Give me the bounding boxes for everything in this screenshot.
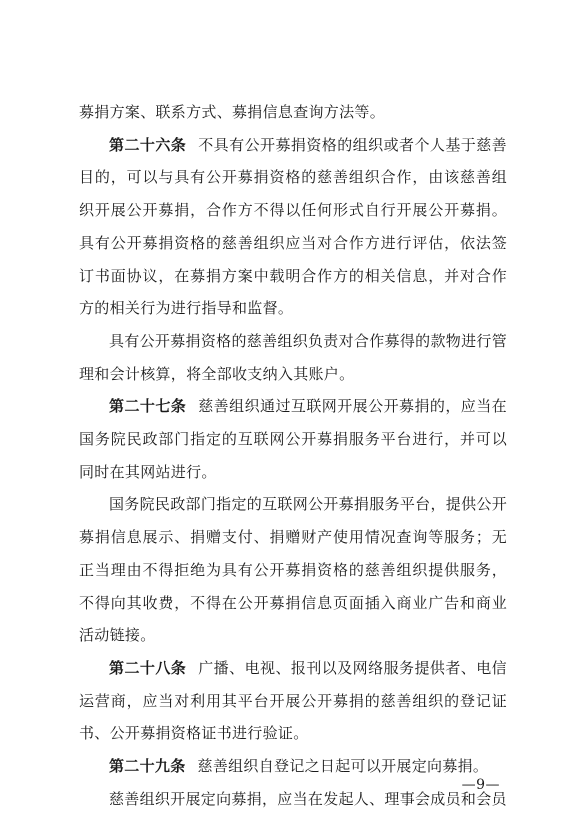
article-number: 第二十七条 [109, 397, 187, 416]
paragraph-article-26 [79, 129, 507, 325]
paragraph-text: 慈善组织自登记之日起可以开展定向募捐。 [197, 757, 489, 776]
article-number: 第二十八条 [109, 658, 187, 677]
paragraph [79, 488, 507, 652]
paragraph-article-28 [79, 652, 507, 750]
article-number: 第二十九条 [109, 757, 186, 776]
paragraph-text: 不具有公开募捐资格的组织或者个人基于慈善目的，可以与具有公开募捐资格的慈善组织合作，由该慈善组织开展公开募捐，合作方不得以任何形式自行开展公开募捐。具有公开募捐资格的慈善组织应当对合作方进行评估，依法签订书面协议，在募捐方案中载明合作方的相关信息，并对合作方的相关行为进行指导和监督。 [79, 135, 507, 318]
paragraph-text: 具有公开募捐资格的慈善组织负责对合作募得的款物进行管理和会计核算，将全部收支纳入其账户。 [79, 331, 507, 383]
paragraph-article-29 [79, 750, 507, 783]
paragraph-text: 慈善组织开展定向募捐，应当在发起人、理事会成员和会员 [109, 789, 507, 808]
paragraph-text: 广播、电视、报刊以及网络服务提供者、电信运营商，应当对利用其平台开展公开募捐的慈善组织的登记证书、公开募捐资格证书进行验证。 [79, 658, 507, 743]
article-number: 第二十六条 [109, 135, 187, 154]
paragraph [79, 783, 507, 816]
paragraph-article-27 [79, 390, 507, 488]
paragraph [79, 96, 507, 129]
paragraph-text: 慈善组织通过互联网开展公开募捐的，应当在国务院民政部门指定的互联网公开募捐服务平台进行，并可以同时在其网站进行。 [79, 397, 507, 481]
page-number: —9— [461, 777, 500, 793]
paragraph-text: 募捐方案、联系方式、募捐信息查询方法等。 [79, 103, 386, 121]
paragraph [79, 325, 507, 390]
document-body [79, 96, 507, 815]
paragraph-text: 国务院民政部门指定的互联网公开募捐服务平台，提供公开募捐信息展示、捐赠支付、捐赠财产使用情况查询等服务；无正当理由不得拒绝为具有公开募捐资格的慈善组织提供服务，不得向其收费，不得在公开募捐信息页面插入商业广告和商业活动链接。 [79, 495, 507, 645]
